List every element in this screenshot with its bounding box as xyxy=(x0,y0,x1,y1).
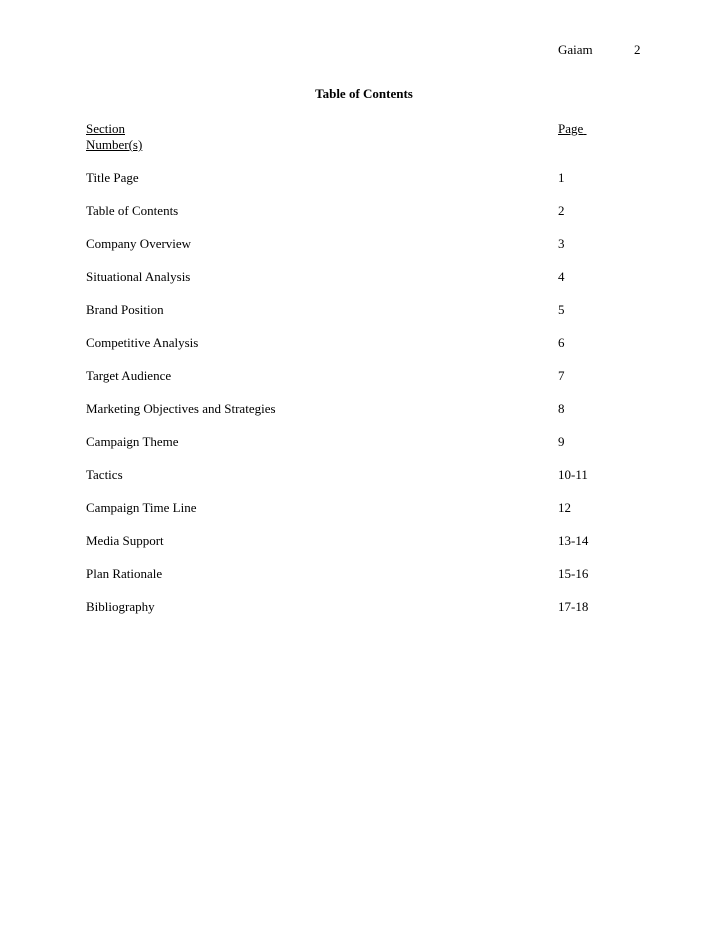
toc-page-range: 1 xyxy=(558,170,565,185)
toc-row xyxy=(86,203,646,236)
toc-header-page xyxy=(558,121,646,170)
page-title xyxy=(0,86,728,102)
toc-section-name: Tactics xyxy=(86,467,123,482)
toc-page-range: 13-14 xyxy=(558,533,589,548)
toc-row xyxy=(86,467,646,500)
toc-page-range: 3 xyxy=(558,236,565,251)
toc-section-name: Marketing Objectives and Strategies xyxy=(86,401,276,416)
toc-page-range: 10-11 xyxy=(558,467,588,482)
running-head xyxy=(0,42,728,60)
toc-page-range: 4 xyxy=(558,269,565,284)
running-head-title: Gaiam xyxy=(558,42,593,57)
toc-row xyxy=(86,236,646,269)
toc-section-name: Title Page xyxy=(86,170,139,185)
toc-row xyxy=(86,269,646,302)
toc-page-range: 17-18 xyxy=(558,599,589,614)
page-title-text: Table of Contents xyxy=(315,86,413,101)
toc-row xyxy=(86,533,646,566)
toc-page-range: 2 xyxy=(558,203,565,218)
toc-section-name: Campaign Theme xyxy=(86,434,179,449)
toc-page-range: 8 xyxy=(558,401,565,416)
toc-row xyxy=(86,500,646,533)
toc-page-range: 6 xyxy=(558,335,565,350)
toc-row xyxy=(86,599,646,632)
section-header-text: Section Number(s) xyxy=(86,121,143,152)
toc-row xyxy=(86,335,646,368)
toc-page-range: 15-16 xyxy=(558,566,589,581)
toc-row xyxy=(86,170,646,203)
toc-page-range: 5 xyxy=(558,302,565,317)
toc-section-name: Campaign Time Line xyxy=(86,500,197,515)
toc-row xyxy=(86,368,646,401)
toc-row xyxy=(86,434,646,467)
toc-row xyxy=(86,302,646,335)
toc-section-name: Situational Analysis xyxy=(86,269,191,284)
page-number: 2 xyxy=(634,42,641,57)
toc-section-name: Plan Rationale xyxy=(86,566,163,581)
toc-section-name: Bibliography xyxy=(86,599,155,614)
toc-page-range: 9 xyxy=(558,434,565,449)
toc-section-name: Target Audience xyxy=(86,368,172,383)
toc-page-range: 7 xyxy=(558,368,565,383)
toc-header-section xyxy=(86,121,558,170)
page-header-text: Page xyxy=(558,121,584,136)
toc-page-range: 12 xyxy=(558,500,571,515)
toc-section-name: Table of Contents xyxy=(86,203,179,218)
toc-section-name: Company Overview xyxy=(86,236,192,251)
toc-section-name: Competitive Analysis xyxy=(86,335,199,350)
toc-section-name: Media Support xyxy=(86,533,164,548)
toc-section-name: Brand Position xyxy=(86,302,164,317)
toc-body xyxy=(86,121,646,632)
toc-table xyxy=(86,121,646,632)
toc-header-row xyxy=(86,121,646,170)
toc-row xyxy=(86,401,646,434)
toc-row xyxy=(86,566,646,599)
